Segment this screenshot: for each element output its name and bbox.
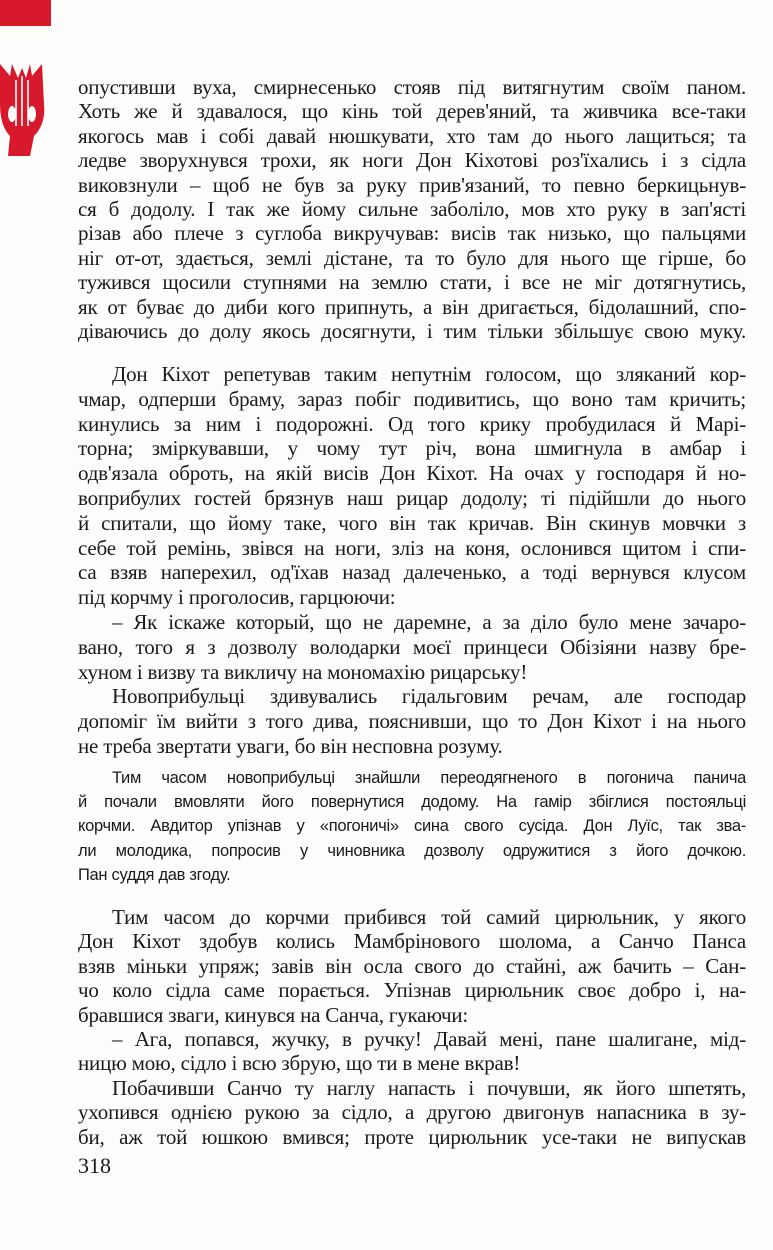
paragraph-2 [78,362,746,759]
text-line: Тим часом до корчми прибився той самий цирюльник, у якого [112,905,746,929]
text-line: воприбулих гостей брязнув наш рицар додолу; ті підійшли до нього [78,485,746,510]
text-line: чмар, одперши браму, зараз побіг подивитись, що воно там кричить; [78,386,746,411]
text-line: торна; зміркувавши, у чому тут річ, вона шмигнула в амбар і [78,436,746,461]
text-line: кинулись за ним і подорожні. Од того крику пробудилася й Марі- [78,411,746,436]
text-line: Хоть же й здавалося, що кінь той дерев'яний, та живчика все-таки [78,99,746,124]
text-line: й спитали, що йому таке, чого він так кричав. Він скинув мовчки з [78,510,746,535]
text-line: Побачивши Санчо ту наглу напасть і почувши, як його шпетять, [112,1075,746,1100]
text-line: якогось мав і собі давай нюшкувати, хто там до нього лащиться; та [78,123,746,148]
page-number: 318 [78,1153,111,1178]
summary-paragraph [78,766,746,887]
text-line: Дон Кіхот здобув колись Мамбрінового шолома, а Санчо Панса [78,929,746,954]
text-line: вано, того я з дозволу володарки моєї принцеси Обізіяни назву бре- [78,634,746,659]
text-line: не треба звертати уваги, бо він несповна розуму. [78,733,503,758]
text-line: ніг от-от, здається, землі дістане, та то було для нього ще гірше, бо [78,245,746,270]
paragraph-3 [78,905,746,1149]
text-line: Дон Кіхот репетував таким непутнім голосом, що зляканий кор- [112,362,746,386]
text-line: ся б додолу. І так же йому сильне заболіло, мов хто руку в зап'ясті [78,196,746,221]
lyre-icon [0,64,46,164]
text-line: ледве зворухнувся трохи, як ноги Дон Кіхотові роз'їхались і з сідла [78,148,746,173]
text-line: са взяв наперехил, од'їхав назад далеченько, а тоді вернувся клусом [78,560,746,585]
text-line: – Як іскаже который, що не даремне, а за діло було мене зачаро- [112,609,746,634]
text-line: хуном і визву та викличу на мономахію рицарську! [78,659,528,684]
text-line: Тим часом новоприбульці знайшли переодягненого в погонича панича [112,769,746,787]
text-line: одв'язала оброть, на якій висів Дон Кіхот. На очах у господаря й но- [78,461,746,486]
text-line: бравшися зваги, кинувся на Санча, гукаючи: [78,1002,469,1027]
text-line: ницю мою, сідло і всю збрую, що ти в мене вкрав! [78,1051,521,1076]
text-line: діваючись до долу якось досягнути, і тим тільки збільшує свою муку. [78,318,746,343]
text-line: би, аж той юшкою вмився; проте цирюльник усе-таки не випускав [78,1124,746,1149]
text-line: ухопився однією рукою за сідло, а другою двигонув напасника в зу- [78,1100,746,1125]
chapter-color-tab [0,0,51,26]
text-line: як от буває до диби кого припнуть, а він дригається, бідолашний, спо- [78,294,746,319]
text-line: виковзнули – щоб не був за руку прив'язаний, то певно беркицьнув- [78,172,746,197]
text-line: ли молодика, попросив у чиновника дозволу одружитися з його дочкою. [78,841,746,860]
text-line: взяв міньки упряж; завів він осла свого до стайні, аж бачить – Сан- [78,953,746,978]
text-line: корчми. Авдитор упізнав у «погоничі» сина свого сусіда. Дон Луїс, так зва- [78,817,746,836]
text-line: різав або плече з суглоба викручував: висів так низько, що пальцями [78,221,746,246]
text-line: – Ага, попався, жучку, в ручку! Давай мені, пане шалигане, мід- [112,1026,746,1051]
text-line: опустивши вуха, смирнесенько стояв під витягнутим своїм паном. [78,75,746,99]
text-line: тужився щосили ступнями на землю стати, і все не міг дотягнутись, [78,270,746,295]
text-line: Новоприбульці здивувались гідальговим речам, але господар [112,684,746,709]
text-line: допоміг їм вийти з того дива, пояснивши, що то Дон Кіхот і на нього [78,709,746,734]
text-line: себе той ремінь, звівся на ноги, зліз на коня, ослонився щитом і спи- [78,535,746,560]
text-line: Пан суддя дав згоду. [78,865,231,884]
text-line: й почали вмовляти його повернутися додому. На гамір збіглися постояльці [78,793,746,812]
text-line: під корчму і проголосив, гарцюючи: [78,585,396,610]
text-line: чо коло сідла саме порається. Упізнав цирюльник своє добро і, на- [78,978,746,1003]
paragraph-1 [78,75,746,343]
